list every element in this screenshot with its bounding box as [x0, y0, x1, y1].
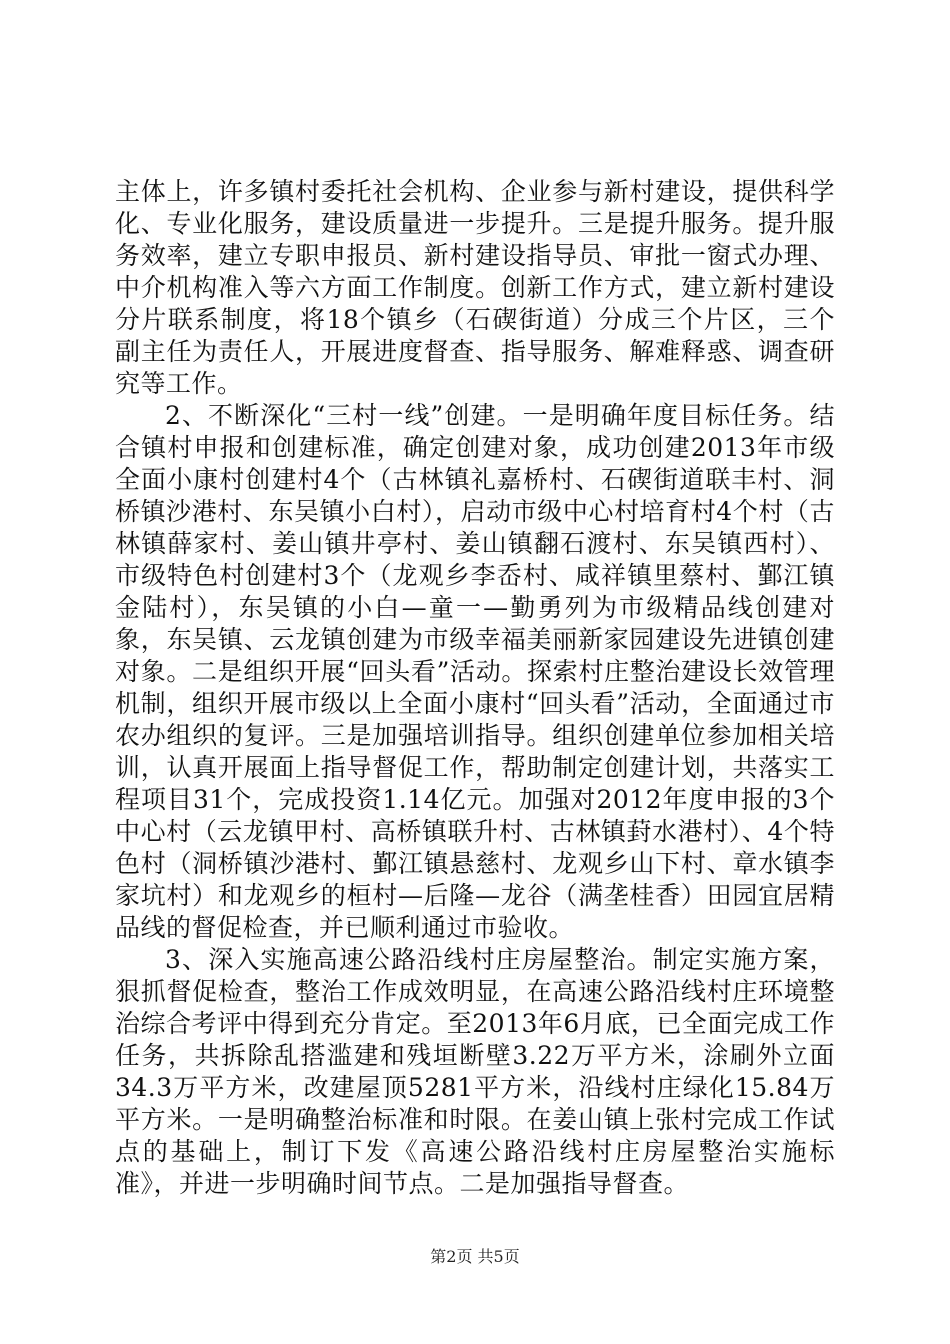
- page-footer: 第2页 共5页: [430, 1247, 520, 1266]
- body-text: [115, 176, 835, 1200]
- paragraph-section-2: 2、不断深化“三村一线”创建。一是明确年度目标任务。结合镇村申报和创建标准，确定创建对象，成功创建2013年市级全面小康村创建村4个（古林镇礼嘉桥村、石碶街道联丰村、洞桥镇沙港村、东吴镇小白村），启动市级中心村培育村4个村（古林镇薛家村、姜山镇井亭村、姜山镇翻石渡村、东吴镇西村）、市级特色村创建村3个（龙观乡李岙村、咸祥镇里蔡村、鄞江镇金陆村），东吴镇的小白—童一—勤勇列为市级精品线创建对象，东吴镇、云龙镇创建为市级幸福美丽新家园建设先进镇创建对象。二是组织开展“回头看”活动。探索村庄整治建设长效管理机制，组织开展市级以上全面小康村“回头看”活动，全面通过市农办组织的复评。三是加强培训指导。组织创建单位参加相关培训，认真开展面上指导督促工作，帮助制定创建计划，共落实工程项目31个，完成投资1.14亿元。加强对2012年度申报的3个中心村（云龙镇甲村、高桥镇联升村、古林镇葑水港村）、4个特色村（洞桥镇沙港村、鄞江镇悬慈村、龙观乡山下村、章水镇李家坑村）和龙观乡的桓村—后隆—龙谷（满垄桂香）田园宜居精品线的督促检查，并已顺利通过市验收。: [115, 401, 835, 942]
- paragraph-section-3: 3、深入实施高速公路沿线村庄房屋整治。制定实施方案，狠抓督促检查，整治工作成效明显，在高速公路沿线村庄环境整治综合考评中得到充分肯定。至2013年6月底，已全面完成工作任务，共拆除乱搭滥建和残垣断壁3.22万平方米，涂刷外立面34.3万平方米，改建屋顶5281平方米，沿线村庄绿化15.84万平方米。一是明确整治标准和时限。在姜山镇上张村完成工作试点的基础上，制订下发《高速公路沿线村庄房屋整治实施标准》，并进一步明确时间节点。二是加强指导督查。: [115, 945, 835, 1198]
- paragraph-continuation: 主体上，许多镇村委托社会机构、企业参与新村建设，提供科学化、专业化服务，建设质量进一步提升。三是提升服务。提升服务效率，建立专职申报员、新村建设指导员、审批一窗式办理、中介机构准入等六方面工作制度。创新工作方式，建立新村建设分片联系制度，将18个镇乡（石碶街道）分成三个片区，三个副主任为责任人，开展进度督查、指导服务、解难释惑、调查研究等工作。: [115, 177, 835, 398]
